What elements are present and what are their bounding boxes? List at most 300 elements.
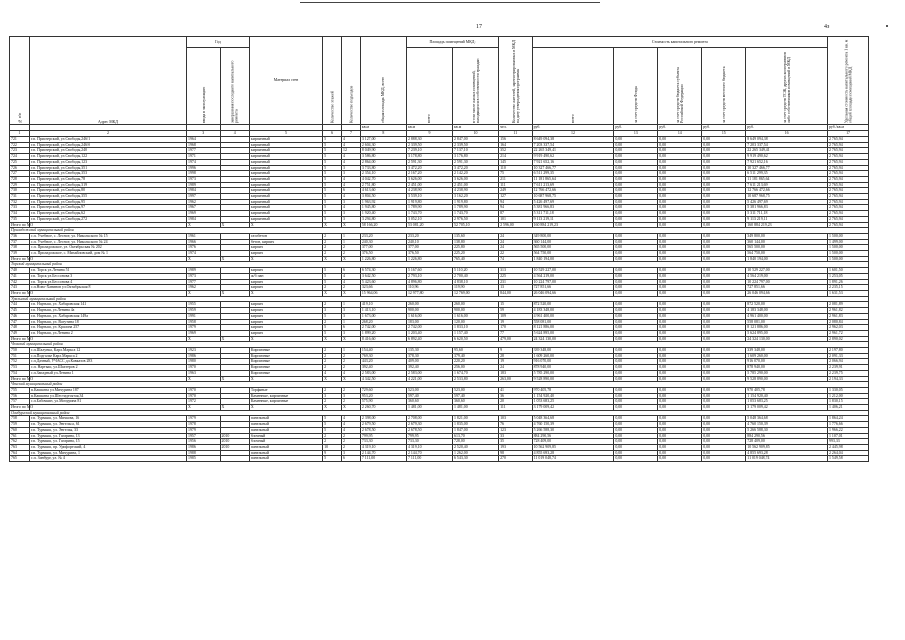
table-body: [10, 137, 869, 462]
table-cell: 1979: [187, 325, 221, 331]
table-cell: 597,40: [406, 393, 452, 399]
table-cell: X: [249, 376, 322, 382]
table-cell: 558 081,00: [746, 319, 828, 325]
table-cell: 28: [499, 353, 533, 359]
table-cell: 2 197,80: [828, 348, 869, 354]
table-cell: кирпичный: [249, 194, 322, 200]
table-cell: 749: [10, 330, 30, 336]
table-cell: 6 511 299,35: [532, 171, 614, 177]
table-cell: 746: [10, 313, 30, 319]
table-cell: 1 481,00: [453, 405, 499, 411]
table-cell: 377,00: [406, 245, 452, 251]
table-cell: 74: [499, 256, 533, 262]
table-cell: 2 260,70: [360, 405, 406, 411]
table-cell: 0,00: [702, 159, 746, 165]
table-cell: 3 472,20: [453, 165, 499, 171]
table-cell: 0,00: [614, 251, 658, 257]
table-cell: 2010: [220, 433, 249, 439]
header-total-area: общая площадь МКД, всего: [360, 37, 406, 125]
table-cell: 0,00: [614, 433, 658, 439]
table-cell: 2 765,94: [828, 211, 869, 217]
header-cost-owners: за счет средств ТСЖ, других кооперативов либо собственников помещений в МКД: [746, 48, 828, 125]
table-cell: 58 166,20: [360, 222, 406, 228]
table-cell: 2 398,00: [360, 416, 406, 422]
table-cell: 2: [323, 285, 342, 291]
address-cell: г.п. Турмыш, ул. Мичкова, 16: [29, 416, 186, 422]
table-cell: 761: [10, 433, 30, 439]
table-cell: 1 616,00: [453, 313, 499, 319]
table-cell: 1 840 194,00: [746, 256, 828, 262]
table-cell: 0,00: [614, 359, 658, 365]
table-cell: 1969: [187, 330, 221, 336]
table-cell: 5: [323, 194, 342, 200]
table-cell: Итого по МО: [11, 222, 34, 227]
table-cell: 1970: [187, 365, 221, 371]
column-number-cell: 14: [658, 131, 702, 137]
table-cell: 7 203 337,54: [746, 142, 828, 148]
table-cell: 0,00: [702, 319, 746, 325]
table-cell: 6: [342, 188, 361, 194]
address-cell: г.п. Приозерский, ул.Свободы,122: [29, 154, 186, 160]
table-cell: 1: [342, 348, 361, 354]
table-cell: 9 113 219,11: [532, 216, 614, 222]
table-cell: 0,00: [614, 285, 658, 291]
table-cell: 764: [10, 450, 30, 456]
table-cell: 1 549,58: [828, 456, 869, 462]
table-cell: 24 324 130,00: [532, 336, 614, 342]
table-cell: 878 940,00: [746, 365, 828, 371]
table-cell: 0,00: [658, 205, 702, 211]
table-cell: 2 742,00: [406, 325, 452, 331]
table-cell: Кирпичные: [249, 348, 322, 354]
table-cell: 36: [499, 393, 533, 399]
table-cell: Кирпичные: [249, 365, 322, 371]
table-cell: 75: [499, 171, 533, 177]
table-cell: кирпичный: [249, 148, 322, 154]
table-cell: 268,20: [360, 319, 406, 325]
table-cell: 5 167,60: [406, 268, 452, 274]
table-cell: 741: [10, 273, 30, 279]
table-cell: 5: [323, 456, 342, 462]
table-cell: 769,30: [360, 353, 406, 359]
table-cell: 2 194,33: [828, 376, 869, 382]
table-cell: 4 238,90: [453, 188, 499, 194]
table-cell: 24: [499, 245, 533, 251]
table-cell: 5 426 497,69: [532, 199, 614, 205]
table-cell: 0,00: [702, 216, 746, 222]
table-cell: 0,00: [658, 450, 702, 456]
table-cell: 970 405,78: [532, 387, 614, 393]
table-cell: 4 342,50: [360, 376, 406, 382]
table-cell: 1 203,40: [406, 330, 452, 336]
table-cell: 3 179 009,42: [746, 405, 828, 411]
table-cell: 24: [499, 365, 533, 371]
table-cell: блочный: [249, 433, 322, 439]
table-cell: 0,00: [658, 211, 702, 217]
table-cell: 0,00: [614, 450, 658, 456]
table-cell: 747: [10, 319, 30, 325]
table-cell: 4 961 400,00: [746, 313, 828, 319]
table-cell: 2 678,50: [406, 427, 452, 433]
table-cell: 378,30: [406, 353, 452, 359]
table-cell: 1: [342, 233, 361, 239]
table-cell: X: [220, 222, 249, 228]
address-cell: г.п. Торск ул.Ленина 51: [29, 268, 186, 274]
table-cell: 3: [342, 308, 361, 314]
table-cell: 0,00: [614, 444, 658, 450]
table-cell: 2: [323, 399, 342, 405]
table-cell: 2 167,20: [406, 171, 452, 177]
header-cost-total: всего: [532, 48, 614, 125]
table-cell: 392,40: [360, 365, 406, 371]
table-cell: 1969: [187, 211, 221, 217]
table-cell: 2: [342, 399, 361, 405]
table-cell: 1 821,00: [453, 416, 499, 422]
table-cell: 10 687 968,75: [746, 194, 828, 200]
table-cell: 0,00: [702, 182, 746, 188]
table-cell: 2: [342, 433, 361, 439]
table-cell: 2 679,50: [360, 422, 406, 428]
table-cell: Итого по МО: [11, 405, 34, 410]
address-cell: г.п. Приозерский, ул.Свободы,351: [29, 165, 186, 171]
table-cell: 1970: [187, 387, 221, 393]
table-cell: 0,00: [702, 176, 746, 182]
table-cell: X: [249, 405, 322, 411]
table-cell: 2 765,94: [828, 222, 869, 228]
table-cell: 2 591,30: [453, 159, 499, 165]
table-cell: 0,00: [702, 251, 746, 257]
address-cell: п.Кашкаты ул.Мичурина 187: [29, 387, 186, 393]
unit-cell: руб.: [658, 125, 702, 131]
table-cell: 1 154 920,40: [746, 393, 828, 399]
table-cell: 2 751,80: [360, 182, 406, 188]
table-cell: 4: [342, 182, 361, 188]
table-cell: 7 111,00: [406, 456, 452, 462]
table-cell: 900,00: [453, 308, 499, 314]
table-cell: 479,00: [499, 336, 533, 342]
table-cell: 0,00: [614, 456, 658, 462]
table-cell: 4: [342, 142, 361, 148]
table-cell: кирпичный: [249, 137, 322, 143]
table-cell: 0,00: [614, 427, 658, 433]
table-cell: кирпич: [249, 325, 322, 331]
table-cell: 729,60: [360, 387, 406, 393]
table-cell: 3: [342, 165, 361, 171]
table-cell: 0,00: [614, 137, 658, 143]
table-cell: 5: [323, 188, 342, 194]
table-cell: 0,00: [658, 405, 702, 411]
table-cell: Кирпичные: [249, 353, 322, 359]
table-cell: 111: [499, 405, 533, 411]
table-cell: X: [220, 336, 249, 342]
table-cell: 9 919 490,62: [746, 154, 828, 160]
table-cell: 0,00: [614, 325, 658, 331]
table-cell: 970 405,78: [746, 387, 828, 393]
table-cell: 0,00: [614, 188, 658, 194]
address-cell: г.п. Приозерский, ул.Свободы,355: [29, 194, 186, 200]
table-cell: 1 406,21: [828, 405, 869, 411]
address-cell: с.п.Дачный, УЧАСС дл.Кавказов 283: [29, 359, 186, 365]
table-cell: 2 445,98: [828, 444, 869, 450]
table-cell: 0,00: [614, 165, 658, 171]
table-cell: 0,00: [614, 416, 658, 422]
table-cell: 0,00: [658, 353, 702, 359]
table-cell: 1979: [187, 427, 221, 433]
table-cell: 1972: [187, 399, 221, 405]
table-cell: 0,00: [702, 239, 746, 245]
table-cell: 5 624 895,00: [532, 330, 614, 336]
table-cell: 0,00: [702, 137, 746, 143]
table-cell: 2 339,50: [406, 142, 452, 148]
table-cell: 0,00: [614, 279, 658, 285]
address-cell: г.п. Приозерский, ул.Свободы,97: [29, 205, 186, 211]
table-cell: 4 319,10: [360, 444, 406, 450]
table-cell: 0,00: [702, 433, 746, 439]
table-cell: X: [249, 256, 322, 262]
table-cell: 0,00: [702, 444, 746, 450]
address-cell: с.п. Приладожское, с. Михайловский, дом № 1: [29, 251, 186, 257]
table-cell: 2 765,94: [828, 182, 869, 188]
table-cell: кирпич: [249, 319, 322, 325]
table-cell: 1974: [187, 159, 221, 165]
program-table: [9, 36, 869, 462]
table-cell: 1 919,80: [406, 199, 452, 205]
table-cell: 154,40: [360, 348, 406, 354]
table-cell: 735: [10, 216, 30, 222]
address-cell: с.п. Учебное, с. Лесное, ул. Никольского № 15: [29, 233, 186, 239]
table-cell: 5: [323, 330, 342, 336]
table-cell: 1989: [187, 182, 221, 188]
address-cell: г.п. Турмыш, ул. Энгелья, 33: [29, 427, 186, 433]
table-cell: 4: [342, 137, 361, 143]
table-cell: 4 183 348,00: [532, 308, 614, 314]
table-cell: 263,00: [499, 376, 533, 382]
table-cell: 2: [323, 233, 342, 239]
table-cell: 0,00: [658, 387, 702, 393]
table-cell: 22 265 349,41: [532, 148, 614, 154]
table-cell: 4: [342, 279, 361, 285]
district-name: Торский муниципальный район: [10, 262, 869, 268]
table-cell: 0,00: [614, 348, 658, 354]
table-cell: 8 416,60: [360, 336, 406, 342]
table-cell: 1 920,40: [360, 211, 406, 217]
table-cell: 0,00: [658, 330, 702, 336]
table-cell: 916 070,00: [532, 359, 614, 365]
table-cell: 2 239,75: [828, 370, 869, 376]
unit-cell: руб.: [702, 125, 746, 131]
table-cell: 339 348,00: [532, 348, 614, 354]
table-cell: 0,00: [658, 148, 702, 154]
table-cell: 10: [323, 444, 342, 450]
table-cell: 0,00: [658, 159, 702, 165]
table-cell: 19: [499, 319, 533, 325]
table-cell: 4: [342, 416, 361, 422]
table-cell: 2 080,84: [828, 319, 869, 325]
unit-cell: кв.м: [406, 125, 452, 131]
table-cell: 2 961,72: [828, 330, 869, 336]
table-cell: 740: [10, 268, 30, 274]
table-cell: 4: [342, 154, 361, 160]
district-name: Уральский муниципальный район: [10, 296, 869, 302]
table-cell: 0,00: [614, 256, 658, 262]
table-cell: 1 674,70: [453, 370, 499, 376]
table-cell: 3: [323, 393, 342, 399]
table-cell: 3 294,80: [360, 216, 406, 222]
table-cell: 6 543,30: [453, 456, 499, 462]
table-cell: 2 765,94: [828, 188, 869, 194]
table-cell: 9 528 890,00: [746, 376, 828, 382]
address-cell: с.п.Бабочкин, ул.Мичурина 81: [29, 399, 186, 405]
table-cell: 613,70: [453, 433, 499, 439]
table-cell: 339 348,00: [746, 348, 828, 354]
table-cell: 0,00: [658, 422, 702, 428]
table-cell: 10 562 909,85: [746, 444, 828, 450]
table-cell: 260,00: [406, 302, 452, 308]
table-cell: 2 765,94: [828, 148, 869, 154]
table-cell: 1 500,00: [828, 256, 869, 262]
table-cell: 0,00: [614, 376, 658, 382]
table-cell: 0,00: [702, 279, 746, 285]
table-cell: 2 864,00: [360, 159, 406, 165]
table-cell: 76: [499, 422, 533, 428]
table-cell: 0,00: [658, 365, 702, 371]
table-cell: кирпичный: [249, 188, 322, 194]
table-cell: 0,00: [658, 427, 702, 433]
table-cell: X: [323, 376, 342, 382]
table-cell: 0,00: [702, 285, 746, 291]
table-cell: 9 113 219,11: [746, 216, 828, 222]
table-cell: кирпичный: [249, 176, 322, 182]
table-cell: 5 266 588,30: [746, 427, 828, 433]
table-cell: 5: [323, 159, 342, 165]
table-cell: 1: [342, 319, 361, 325]
table-cell: 2: [342, 439, 361, 445]
table-cell: 1962: [187, 199, 221, 205]
header-year-commission: ввода в эксплуатацию: [187, 48, 221, 125]
table-cell: 1978: [187, 422, 221, 428]
table-cell: 12 766 472,66: [746, 188, 828, 194]
table-cell: 5: [323, 148, 342, 154]
table-cell: 409,00: [406, 359, 452, 365]
table-cell: 1967: [187, 205, 221, 211]
table-cell: 1 154 920,40: [532, 393, 614, 399]
table-cell: X: [342, 222, 361, 228]
table-cell: 4 042,70: [360, 176, 406, 182]
address-cell: г.п. Турмыш, ул. Гагарина, 13: [29, 433, 186, 439]
table-cell: 1 899,20: [360, 330, 406, 336]
table-cell: 1966: [187, 239, 221, 245]
table-cell: панельный: [249, 456, 322, 462]
table-cell: 5 311 711,18: [532, 211, 614, 217]
table-cell: 0,00: [658, 273, 702, 279]
table-cell: 2 591,30: [406, 159, 452, 165]
table-cell: 1 481,00: [406, 405, 452, 411]
table-cell: 376,50: [406, 251, 452, 257]
table-cell: X: [187, 290, 221, 296]
table-cell: 726: [10, 165, 30, 171]
table-cell: 5: [323, 268, 342, 274]
table-cell: 0,00: [658, 245, 702, 251]
table-cell: 160 884 219,23: [746, 222, 828, 228]
table-cell: 1 919,80: [453, 199, 499, 205]
address-cell: п.Кашкаты ул.Шестидесятая,34: [29, 393, 186, 399]
table-cell: 11 019 048,74: [532, 456, 614, 462]
table-cell: 1 963,92: [360, 199, 406, 205]
table-cell: 392,40: [406, 365, 452, 371]
table-cell: 8 049,90: [360, 148, 406, 154]
table-cell: 878 940,00: [532, 365, 614, 371]
table-cell: 6 511 299,35: [746, 171, 828, 177]
table-cell: 220,20: [453, 359, 499, 365]
table-cell: 0,00: [702, 393, 746, 399]
table-cell: 5: [323, 427, 342, 433]
table-cell: 1 609 260,00: [532, 353, 614, 359]
table-cell: 360 144,00: [532, 239, 614, 245]
table-cell: 799,95: [406, 433, 452, 439]
table-cell: 1963: [187, 370, 221, 376]
table-cell: 10 529 227,00: [746, 268, 828, 274]
table-cell: 323,66: [360, 285, 406, 291]
page-number: 17: [476, 24, 482, 30]
table-cell: 377,00: [360, 245, 406, 251]
scan-speck: [886, 25, 888, 27]
table-cell: 0,00: [658, 188, 702, 194]
table-cell: 5: [323, 422, 342, 428]
table-cell: 156: [499, 137, 533, 143]
table-cell: 7 611 213,69: [746, 182, 828, 188]
table-cell: 3: [323, 308, 342, 314]
table-cell: 360,60: [453, 399, 499, 405]
table-cell: 0,00: [658, 348, 702, 354]
table-cell: 419,10: [360, 302, 406, 308]
table-cell: 0,00: [702, 199, 746, 205]
table-cell: 6: [342, 325, 361, 331]
address-cell: г.п. Приозерский, ул.Свободы,353: [29, 171, 186, 177]
table-cell: 5 426 497,69: [746, 199, 828, 205]
table-cell: 731: [10, 194, 30, 200]
table-cell: 2 765,94: [828, 199, 869, 205]
table-cell: кирпичный: [249, 165, 322, 171]
table-cell: кирпичный: [249, 211, 322, 217]
table-cell: 743: [10, 285, 30, 291]
table-cell: 0,00: [658, 154, 702, 160]
table-cell: 127: [499, 194, 533, 200]
table-cell: 0,00: [614, 330, 658, 336]
table-cell: 3 539,10: [406, 194, 452, 200]
table-cell: 1 847,00: [453, 427, 499, 433]
table-cell: 3 176,80: [453, 154, 499, 160]
table-cell: 0,00: [614, 393, 658, 399]
district-name: Чемский муниципальный район: [10, 342, 869, 348]
table-cell: 10 224 797,00: [746, 279, 828, 285]
column-number-cell: 9: [406, 131, 452, 137]
table-cell: 15: [499, 302, 533, 308]
table-cell: 24: [499, 239, 533, 245]
table-cell: 5: [323, 211, 342, 217]
table-cell: 2 700,40: [453, 273, 499, 279]
table-cell: 1980: [187, 359, 221, 365]
table-cell: 233,20: [360, 233, 406, 239]
table-cell: 12 977,80: [406, 290, 452, 296]
table-cell: 164: [499, 142, 533, 148]
table-cell: 1 743,70: [406, 211, 452, 217]
table-cell: 10 327 466,77: [532, 165, 614, 171]
header-premises-area: Площадь помещений МКД:: [406, 37, 498, 48]
table-cell: 748: [10, 325, 30, 331]
table-cell: 77: [499, 330, 533, 336]
address-cell: г.п. Нартыш, ул.Ленина 2: [29, 330, 186, 336]
address-cell: г.п. Приозерский, ул.Свободы,95: [29, 199, 186, 205]
